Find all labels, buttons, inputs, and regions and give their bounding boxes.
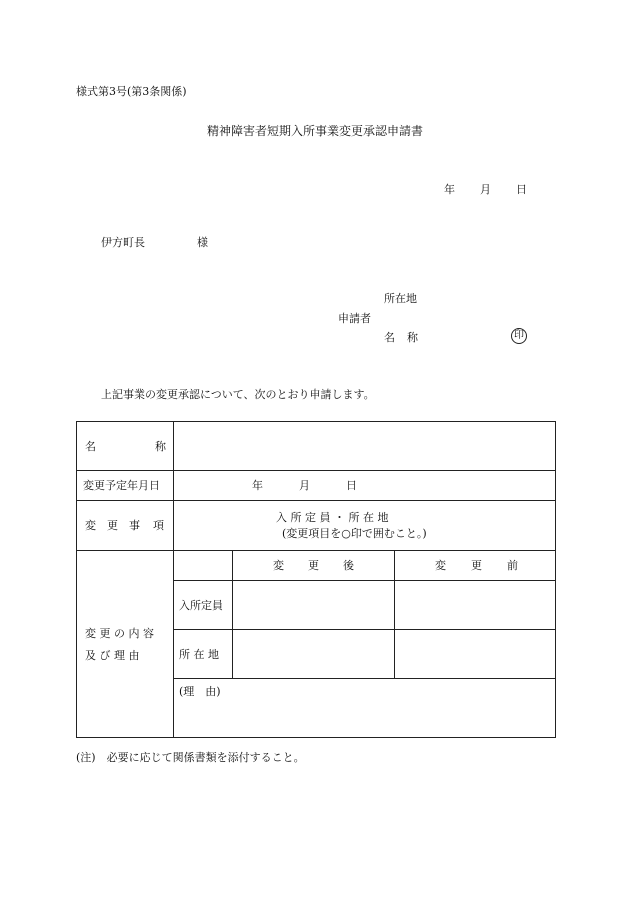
name-label-char-2: 称 (407, 331, 418, 344)
name-label-char-1: 名 (384, 331, 395, 344)
addressee-name: 伊方町長 (101, 236, 145, 249)
row-divider (173, 580, 555, 581)
applicant-address-label: 所在地 (384, 292, 417, 305)
name-row-label-2: 称 (155, 440, 166, 453)
row-divider (173, 678, 555, 679)
change-date-day: 日 (346, 479, 357, 492)
row-divider (77, 550, 555, 551)
row-divider (77, 500, 555, 501)
change-date-month: 月 (299, 479, 310, 492)
date-year-label: 年 (444, 183, 455, 196)
reason-label: (理 由) (179, 685, 221, 698)
after-header-2: 更 (308, 559, 319, 572)
addressee-suffix: 様 (197, 236, 208, 249)
change-item-label-2: 更 (107, 519, 118, 532)
after-header-1: 変 (273, 559, 284, 572)
date-day-label: 日 (516, 183, 527, 196)
location-row-label: 所 在 地 (179, 648, 219, 661)
applicant-label: 申請者 (338, 312, 371, 325)
before-header-1: 変 (435, 559, 446, 572)
intro-text: 上記事業の変更承認について、次のとおり申請します。 (101, 388, 375, 401)
after-header-3: 後 (343, 559, 354, 572)
before-header-3: 前 (507, 559, 518, 572)
footnote: (注) 必要に応じて関係書類を添付すること。 (76, 751, 305, 764)
change-date-label: 変更予定年月日 (83, 479, 160, 492)
capacity-row-label: 入所定員 (179, 599, 223, 612)
row-divider (77, 470, 555, 471)
before-header-2: 更 (471, 559, 482, 572)
change-item-label-3: 事 (129, 519, 140, 532)
application-table (76, 421, 556, 738)
content-label-2: 及 び 理 由 (85, 649, 140, 662)
change-date-year: 年 (252, 479, 263, 492)
column-divider (394, 550, 395, 678)
change-item-note: (変更項目を○印で囲むこと。) (282, 527, 427, 540)
seal-mark: 印 (511, 328, 527, 344)
content-label-1: 変 更 の 内 容 (85, 627, 154, 640)
label-column-divider (173, 422, 174, 737)
date-month-label: 月 (480, 183, 491, 196)
document-title: 精神障害者短期入所事業変更承認申請書 (206, 124, 423, 138)
column-divider (232, 550, 233, 678)
applicant-name-label (384, 332, 418, 343)
change-item-label-4: 項 (153, 519, 164, 532)
row-divider (173, 629, 555, 630)
change-item-options: 入 所 定 員 ・ 所 在 地 (276, 511, 389, 524)
change-item-label-1: 変 (85, 519, 96, 532)
form-number: 様式第3号(第3条関係) (76, 85, 187, 98)
name-row-label-1: 名 (85, 440, 96, 453)
